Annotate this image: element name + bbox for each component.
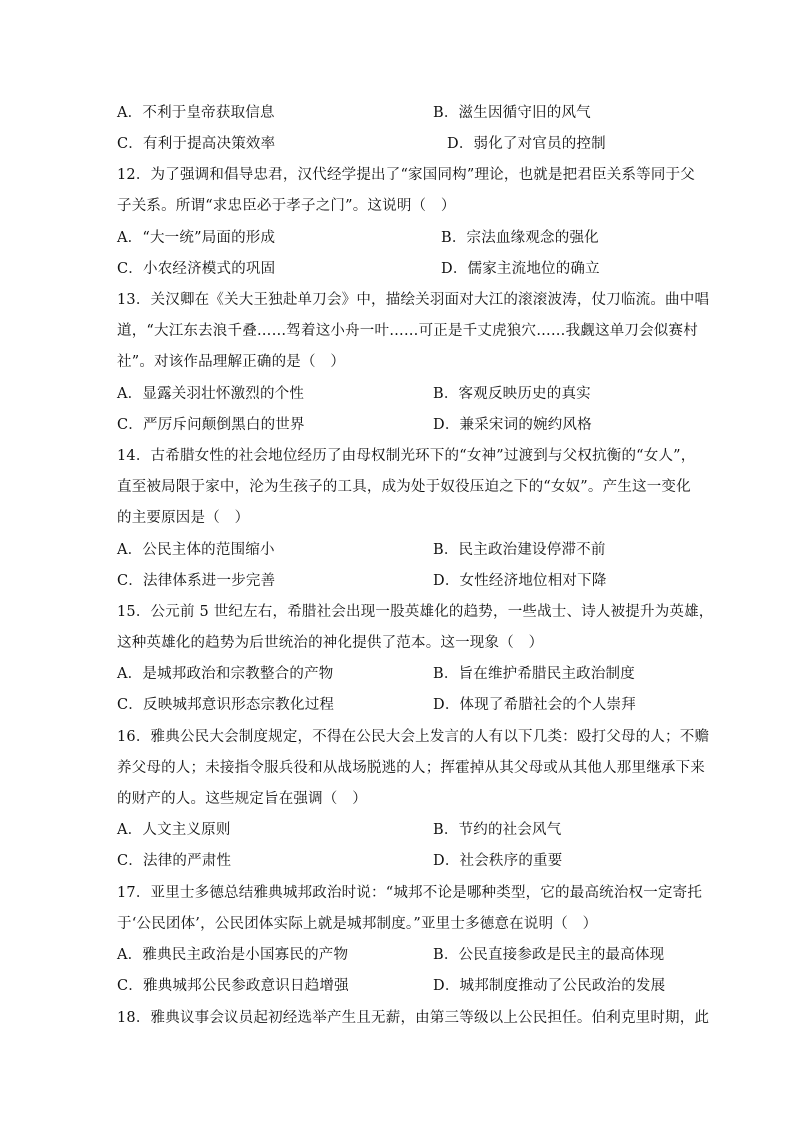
- q12-option-a[interactable]: A．“大一统”局面的形成: [117, 230, 276, 246]
- q13-stem-line-2: 道，“大江东去浪千叠……驾着这小舟一叶……可正是千丈虎狼穴……我觑这单刀会似赛村: [117, 323, 698, 339]
- q14-stem-line-1: 14．古希腊女性的社会地位经历了由母权制光环下的“女神”过渡到与父权抗衡的“女人”，: [117, 448, 696, 464]
- q15-stem-line-1: 15．公元前 5 世纪左右，希腊社会出现一股英雄化的趋势，一些战士、诗人被提升为英雄，: [117, 604, 714, 620]
- q16-option-c[interactable]: C．法律的严肃性: [117, 853, 232, 869]
- q12-stem-line-2: 子关系。所谓“求忠臣必于孝子之门”。这说明（ ）: [117, 198, 456, 214]
- q14-option-c[interactable]: C．法律体系进一步完善: [117, 573, 276, 589]
- q15-option-d[interactable]: D．体现了希腊社会的个人崇拜: [433, 697, 636, 713]
- q16-stem-line-2: 养父母的人；未接指令服兵役和从战场脱逃的人；挥霍掉从其父母或从其他人那里继承下来: [117, 760, 705, 776]
- q14-stem-line-3: 的主要原因是（ ）: [117, 510, 250, 526]
- q15-option-a[interactable]: A．是城邦政治和宗教整合的产物: [117, 666, 334, 682]
- q16-option-a[interactable]: A．人文主义原则: [117, 822, 231, 838]
- q15-stem-line-2: 这种英雄化的趋势为后世统治的神化提供了范本。这一现象（ ）: [117, 635, 544, 651]
- q17-option-d[interactable]: D．城邦制度推动了公民政治的发展: [433, 978, 666, 994]
- q12-option-d[interactable]: D．儒家主流地位的确立: [441, 261, 600, 277]
- q13-option-d[interactable]: D．兼采宋词的婉约风格: [433, 417, 592, 433]
- q14-option-d[interactable]: D．女性经济地位相对下降: [433, 573, 607, 589]
- q16-stem-line-3: 的财产的人。这些规定旨在强调（ ）: [117, 791, 367, 807]
- q13-stem-line-3: 社”。对该作品理解正确的是（ ）: [117, 354, 346, 370]
- q13-stem-line-1: 13．关汉卿在《关大王独赴单刀会》中，描绘关羽面对大江的滚滚波涛，仗刀临流。曲中唱: [117, 292, 710, 308]
- q13-option-b[interactable]: B．客观反映历史的真实: [433, 386, 591, 402]
- q15-option-c[interactable]: C．反映城邦意识形态宗教化过程: [117, 697, 335, 713]
- q14-option-b[interactable]: B．民主政治建设停滞不前: [433, 542, 606, 558]
- q12-option-b[interactable]: B．宗法血缘观念的强化: [441, 230, 599, 246]
- q12-option-c[interactable]: C．小农经济模式的巩固: [117, 261, 276, 277]
- q17-option-b[interactable]: B．公民直接参政是民主的最高体现: [433, 947, 665, 963]
- q17-option-c[interactable]: C．雅典城邦公民参政意识日趋增强: [117, 978, 349, 994]
- q16-option-b[interactable]: B．节约的社会风气: [433, 822, 562, 838]
- q11-option-a[interactable]: A．不利于皇帝获取信息: [117, 105, 275, 121]
- q14-option-a[interactable]: A．公民主体的范围缩小: [117, 542, 275, 558]
- q18-stem-line-1: 18．雅典议事会议员起初经选举产生且无薪，由第三等级以上公民担任。伯利克里时期，此: [117, 1010, 710, 1026]
- q13-option-a[interactable]: A．显露关羽壮怀激烈的个性: [117, 386, 305, 402]
- q17-option-a[interactable]: A．雅典民主政治是小国寡民的产物: [117, 947, 349, 963]
- q16-option-d[interactable]: D．社会秩序的重要: [433, 853, 563, 869]
- q13-option-c[interactable]: C．严厉斥问颠倒黑白的世界: [117, 417, 305, 433]
- q11-option-c[interactable]: C．有利于提高决策效率: [117, 136, 276, 152]
- q11-option-b[interactable]: B．滋生因循守旧的风气: [433, 105, 591, 121]
- q15-option-b[interactable]: B．旨在维护希腊民主政治制度: [433, 666, 635, 682]
- q12-stem-line-1: 12．为了强调和倡导忠君，汉代经学提出了“家国同构”理论，也就是把君臣关系等同于父: [117, 167, 695, 183]
- q11-option-d[interactable]: D．弱化了对官员的控制: [447, 136, 606, 152]
- q17-stem-line-2: 于‘公民团体’，公民团体实际上就是城邦制度。”亚里士多德意在说明（ ）: [117, 916, 598, 932]
- q16-stem-line-1: 16．雅典公民大会制度规定，不得在公民大会上发言的人有以下几类：殴打父母的人；不赡: [117, 729, 710, 745]
- q14-stem-line-2: 直至被局限于家中，沦为生孩子的工具，成为处于奴役压迫之下的“女奴”。产生这一变化: [117, 479, 691, 495]
- q17-stem-line-1: 17．亚里士多德总结雅典城邦政治时说：“城邦不论是哪种类型，它的最高统治权一定寄托: [117, 885, 703, 901]
